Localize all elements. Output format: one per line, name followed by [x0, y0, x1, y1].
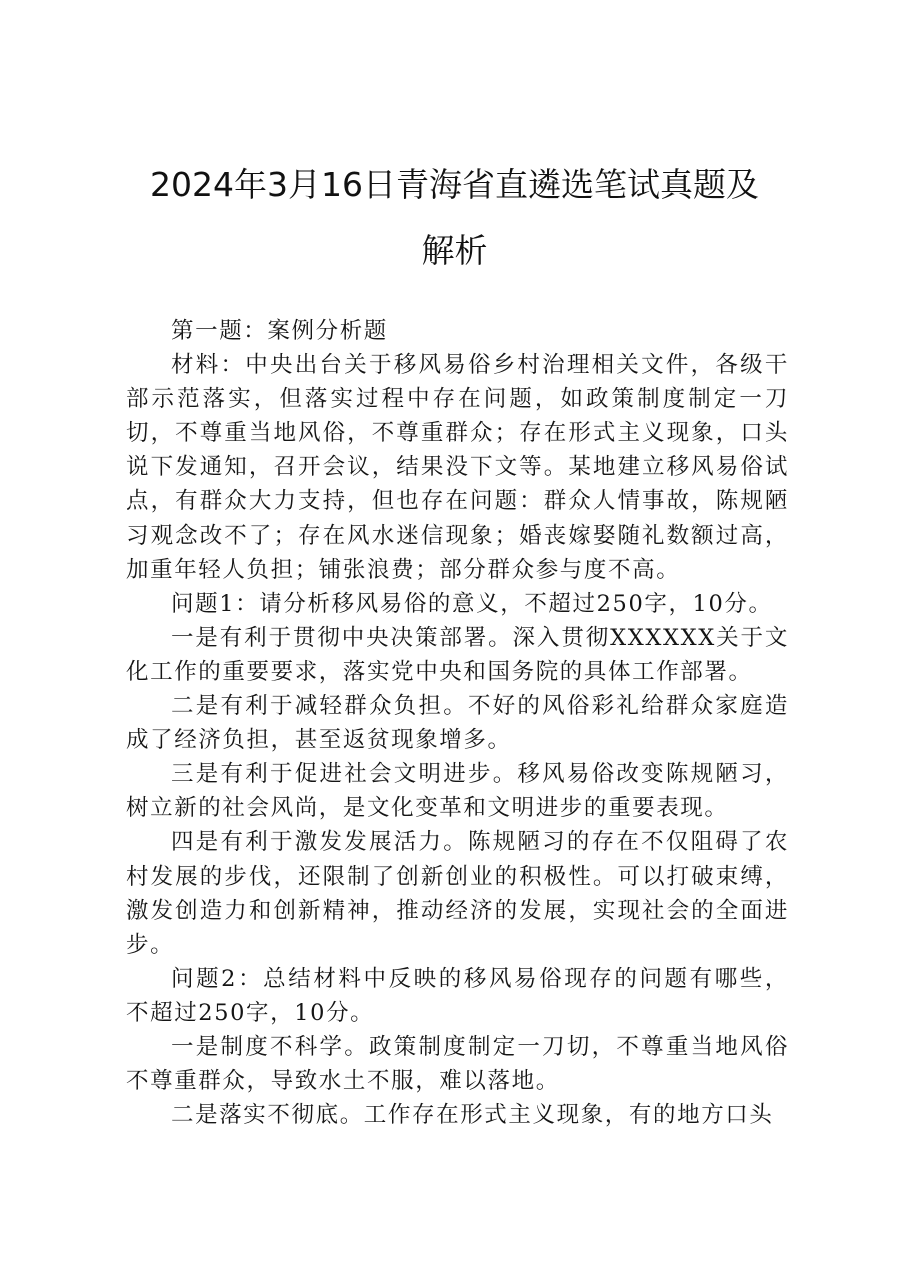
material-paragraph: 材料：中央出台关于移风易俗乡村治理相关文件，各级干部示范落实，但落实过程中存在问题，如政策制度制定一刀切，不尊重当地风俗，不尊重群众；存在形式主义现象，口头说下发通知，召开会议，结果没下文等。某地建立移风易俗试点，有群众大力支持，但也存在问题：群众人情事故，陈规陋习观念改不了；存在风水迷信现象；婚丧嫁娶随礼数额过高，加重年轻人负担；铺张浪费；部分群众参与度不高。 — [126, 352, 789, 583]
answer-1-point-2: 二是有利于减轻群众负担。不好的风俗彩礼给群众家庭造成了经济负担，甚至返贫现象增多。 — [126, 693, 789, 754]
question-2: 问题2：总结材料中反映的移风易俗现存的问题有哪些，不超过250字，10分。 — [126, 965, 789, 1026]
answer-2-point-2: 二是落实不彻底。工作存在形式主义现象，有的地方口头 — [171, 1102, 774, 1129]
document-title-line-2: 解析 — [421, 231, 488, 270]
answer-1-point-4: 四是有利于激发发展活力。陈规陋习的存在不仅阻碍了农村发展的步伐，还限制了创新创业的积极性。可以打破束缚，激发创造力和创新精神，推动经济的发展，实现社会的全面进步。 — [126, 829, 789, 958]
document-title-line-1: 2024年3月16日青海省直遴选笔试真题及 — [150, 165, 759, 204]
answer-1-point-3: 三是有利于促进社会文明进步。移风易俗改变陈规陋习，树立新的社会风尚，是文化变革和文明进步的重要表现。 — [126, 761, 789, 822]
section-heading: 第一题：案例分析题 — [171, 318, 388, 344]
answer-1-point-1: 一是有利于贯彻中央决策部署。深入贯彻XXXXXX关于文化工作的重要要求，落实党中央和国务院的具体工作部署。 — [126, 624, 789, 685]
question-1: 问题1：请分析移风易俗的意义，不超过250字，10分。 — [171, 590, 773, 617]
answer-2-point-1: 一是制度不科学。政策制度制定一刀切，不尊重当地风俗不尊重群众，导致水土不服，难以落地。 — [126, 1033, 789, 1095]
document-body — [126, 314, 789, 1132]
